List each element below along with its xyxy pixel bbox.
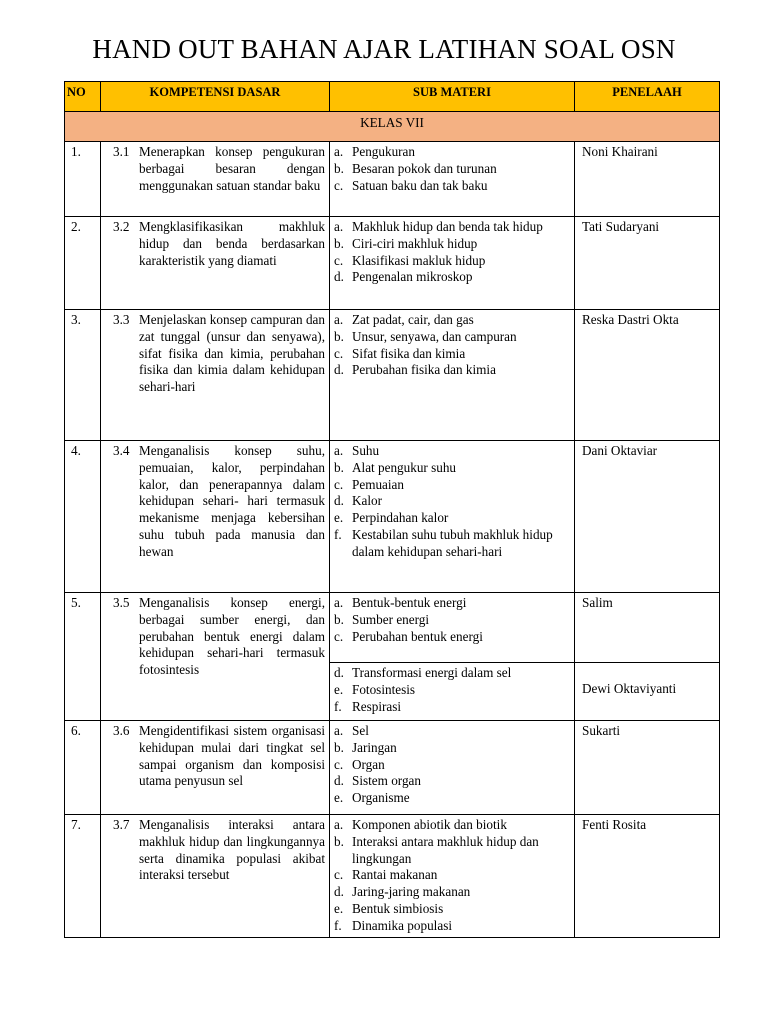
penelaah-cell: Tati Sudaryani [575, 217, 720, 310]
list-item-text: Sistem organ [352, 773, 421, 789]
list-item-letter: b. [334, 833, 344, 849]
kd-text: Menganalisis interaksi antara makhluk hidup dan lingkungannya serta dinamika populasi akibat interaksi tersebut [139, 817, 325, 883]
list-item [334, 219, 570, 236]
list-item-letter: d. [334, 493, 344, 509]
kompetensi-dasar-cell [101, 217, 330, 310]
table-row [65, 721, 720, 815]
list-item-text: Jaring-jaring makanan [352, 884, 471, 900]
kd-text: Menerapkan konsep pengukuran berbagai besaran dengan menggunakan satuan standar baku [139, 144, 325, 193]
table-row [65, 217, 720, 310]
kd-code: 3.7 [113, 817, 130, 832]
list-item-letter: a. [334, 219, 344, 234]
penelaah-cell: Noni Khairani [575, 142, 720, 217]
list-item-text: Suhu [352, 443, 380, 458]
list-item [334, 699, 570, 716]
list-item [334, 612, 570, 629]
list-item-text: Sel [352, 723, 369, 738]
list-item-text: Dinamika populasi [352, 917, 452, 933]
list-item [334, 867, 570, 884]
list-item-text: Transformasi energi dalam sel [352, 665, 512, 680]
list-item-text: Kestabilan suhu tubuh makhluk hidup dalam kehidupan sehari-hari [352, 526, 553, 559]
list-item-letter: c. [334, 476, 344, 492]
list-item [334, 834, 570, 868]
list-item [334, 682, 570, 699]
list-item-letter: e. [334, 900, 344, 916]
list-item-text: Jaringan [352, 739, 397, 755]
list-item [334, 884, 570, 901]
list-item-text: Bentuk-bentuk energi [352, 595, 467, 610]
list-item-text: Makhluk hidup dan benda tak hidup [352, 219, 543, 234]
penelaah-cell: Reska Dastri Okta [575, 310, 720, 441]
list-item-text: Organisme [352, 790, 410, 806]
kd-text: Mengklasifikasikan makhluk hidup dan benda berdasarkan karakteristik yang diamati [139, 219, 325, 268]
list-item-letter: a. [334, 443, 344, 458]
kd-code: 3.1 [113, 144, 130, 159]
list-item [334, 443, 570, 460]
kelas-label: KELAS VII [65, 112, 720, 142]
list-item-text: Sifat fisika dan kimia [352, 345, 466, 361]
list-item [334, 510, 570, 527]
table-row [65, 142, 720, 217]
row-number: 3. [65, 310, 101, 441]
list-item-letter: c. [334, 867, 344, 883]
list-item [334, 901, 570, 918]
table-row [65, 441, 720, 593]
kd-code: 3.2 [113, 219, 130, 234]
sub-materi-cell [330, 721, 575, 815]
list-item-letter: e. [334, 790, 344, 806]
sub-materi-cell [330, 815, 575, 938]
penelaah-cell: Salim [575, 593, 720, 663]
list-item [334, 312, 570, 329]
kd-text: Menganalisis konsep energi, berbagai sumber energi, dan perubahan bentuk energi dalam kehidupan sehari-hari termasuk fotosintesis [139, 595, 325, 678]
list-item-text: Ciri-ciri makhluk hidup [352, 235, 478, 251]
kd-code: 3.6 [113, 723, 130, 738]
list-item [334, 629, 570, 646]
sub-materi-cell [330, 593, 575, 663]
list-item [334, 362, 570, 379]
list-item-text: Rantai makanan [352, 867, 438, 883]
list-item-text: Respirasi [352, 698, 402, 714]
list-item [334, 665, 570, 682]
page-title: HAND OUT BAHAN AJAR LATIHAN SOAL OSN [92, 34, 676, 64]
sub-materi-cell [330, 663, 575, 721]
row-number: 4. [65, 441, 101, 593]
list-item-text: Alat pengukur suhu [352, 459, 457, 475]
list-item [334, 918, 570, 935]
list-item-letter: f. [334, 698, 342, 714]
list-item-letter: b. [334, 160, 344, 176]
header-no: NO [65, 82, 101, 112]
list-item-text: Perpindahan kalor [352, 510, 449, 526]
list-item [334, 329, 570, 346]
kd-code: 3.4 [113, 443, 130, 458]
list-item-letter: d. [334, 362, 344, 378]
penelaah-cell: Dewi Oktaviyanti [575, 663, 720, 721]
row-number: 6. [65, 721, 101, 815]
list-item-text: Klasifikasi makluk hidup [352, 252, 486, 268]
list-item-letter: c. [334, 345, 344, 361]
list-item [334, 527, 570, 561]
list-item-letter: c. [334, 252, 344, 268]
list-item [334, 595, 570, 612]
kompetensi-dasar-cell [101, 142, 330, 217]
sub-materi-cell [330, 441, 575, 593]
list-item-text: Perubahan bentuk energi [352, 628, 483, 644]
row-number: 1. [65, 142, 101, 217]
kompetensi-dasar-cell [101, 721, 330, 815]
list-item-letter: f. [334, 526, 342, 542]
list-item-text: Besaran pokok dan turunan [352, 160, 497, 176]
header-penelaah: PENELAAH [575, 82, 720, 112]
list-item [334, 757, 570, 774]
table-header-row [65, 82, 720, 112]
list-item-letter: a. [334, 595, 344, 610]
list-item-letter: e. [334, 681, 344, 697]
list-item-letter: a. [334, 723, 344, 738]
kd-text: Menganalisis konsep suhu, pemuaian, kalor, perpindahan kalor, dan penerapannya dalam kehidupan sehari- hari termasuk mekanisme menjaga kebersihan suhu tubuh pada manusia dan hewan [139, 443, 325, 559]
sub-materi-cell [330, 217, 575, 310]
row-number: 7. [65, 815, 101, 938]
list-item-text: Satuan baku dan tak baku [352, 177, 488, 193]
list-item-letter: f. [334, 917, 342, 933]
list-item-letter: d. [334, 269, 344, 285]
list-item-text: Organ [352, 756, 385, 772]
list-item-letter: b. [334, 235, 344, 251]
list-item-text: Pengukuran [352, 144, 415, 159]
kompetensi-table [64, 81, 720, 938]
list-item [334, 477, 570, 494]
list-item-letter: d. [334, 773, 344, 789]
sub-materi-cell [330, 310, 575, 441]
kd-code: 3.3 [113, 312, 130, 327]
list-item-text: Perubahan fisika dan kimia [352, 362, 496, 378]
list-item [334, 346, 570, 363]
list-item [334, 790, 570, 807]
list-item-letter: c. [334, 177, 344, 193]
list-item [334, 460, 570, 477]
penelaah-cell: Fenti Rosita [575, 815, 720, 938]
kompetensi-dasar-cell [101, 441, 330, 593]
list-item [334, 740, 570, 757]
list-item-text: Pengenalan mikroskop [352, 269, 473, 285]
row-number: 5. [65, 593, 101, 721]
list-item-letter: d. [334, 665, 344, 680]
list-item [334, 236, 570, 253]
list-item [334, 144, 570, 161]
list-item [334, 253, 570, 270]
list-item-text: Sumber energi [352, 611, 430, 627]
header-sub-materi: SUB MATERI [330, 82, 575, 112]
kompetensi-dasar-cell [101, 310, 330, 441]
list-item-letter: b. [334, 611, 344, 627]
list-item [334, 493, 570, 510]
row-number: 2. [65, 217, 101, 310]
list-item [334, 269, 570, 286]
kompetensi-dasar-cell [101, 593, 330, 721]
list-item-text: Zat padat, cair, dan gas [352, 312, 474, 327]
list-item-text: Bentuk simbiosis [352, 900, 444, 916]
list-item-text: Pemuaian [352, 476, 405, 492]
table-row [65, 310, 720, 441]
table-row [65, 815, 720, 938]
kompetensi-dasar-cell [101, 815, 330, 938]
kd-text: Mengidentifikasi sistem organisasi kehidupan mulai dari tingkat sel sampai organism dan komposisi utama penyusun sel [139, 723, 325, 789]
list-item-text: Fotosintesis [352, 681, 416, 697]
list-item [334, 161, 570, 178]
penelaah-cell: Dani Oktaviar [575, 441, 720, 593]
list-item-letter: b. [334, 459, 344, 475]
list-item-letter: a. [334, 312, 344, 327]
list-item-letter: c. [334, 756, 344, 772]
kd-code: 3.5 [113, 595, 130, 610]
list-item-letter: e. [334, 510, 344, 526]
kd-text: Menjelaskan konsep campuran dan zat tunggal (unsur dan senyawa), sifat fisika dan kimia, perubahan fisika dan kimia dalam kehidupan sehari-hari [139, 312, 325, 395]
list-item [334, 773, 570, 790]
list-item-text: Interaksi antara makhluk hidup dan lingkungan [352, 833, 539, 866]
list-item-letter: c. [334, 628, 344, 644]
table-row [65, 593, 720, 663]
list-item-letter: a. [334, 817, 344, 832]
list-item-letter: b. [334, 739, 344, 755]
list-item-letter: b. [334, 328, 344, 344]
list-item-text: Unsur, senyawa, dan campuran [352, 328, 517, 344]
sub-materi-cell [330, 142, 575, 217]
penelaah-cell: Sukarti [575, 721, 720, 815]
list-item-text: Komponen abiotik dan biotik [352, 817, 507, 832]
list-item [334, 723, 570, 740]
list-item-letter: d. [334, 884, 344, 900]
list-item-text: Kalor [352, 493, 383, 509]
list-item [334, 817, 570, 834]
list-item-letter: a. [334, 144, 344, 159]
kelas-row [65, 112, 720, 142]
header-kompetensi-dasar: KOMPETENSI DASAR [101, 82, 330, 112]
list-item [334, 178, 570, 195]
